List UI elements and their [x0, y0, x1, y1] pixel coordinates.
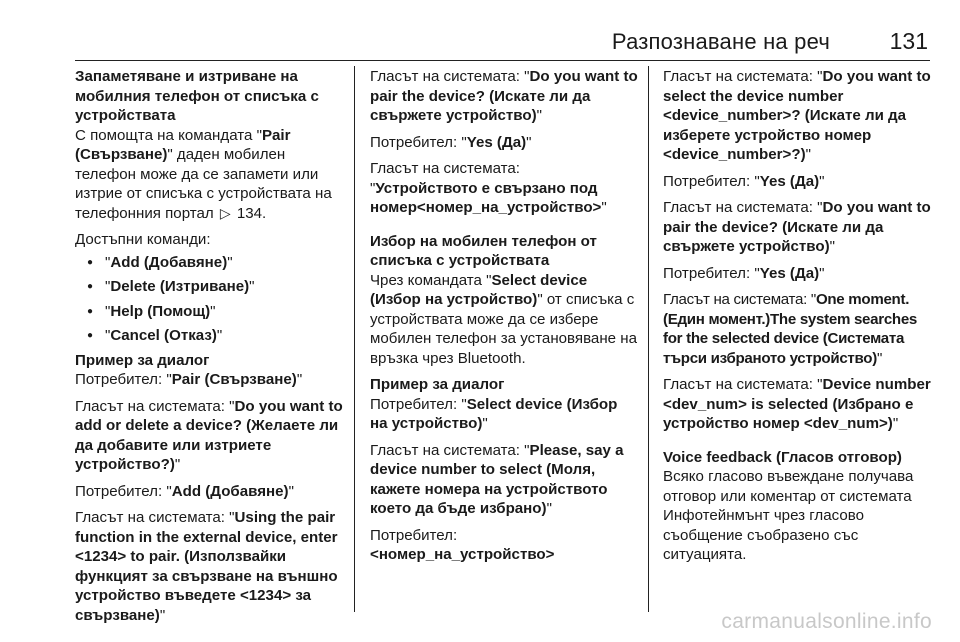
dialog-system-line: Гласът на системата: "Do you want to add or delete a device? (Желаете ли да добавите или изтриете устройство?)" [75, 397, 343, 473]
watermark: carmanualsonline.info [721, 610, 932, 633]
section-title: Разпознаване на реч [611, 29, 830, 54]
example-heading: Пример за диалог [75, 351, 210, 369]
section-heading: Запаметяване и изтриване на мобилния телефон от списъка с устройствата [75, 68, 319, 124]
dialog-user-line: Потребител: "Select device (Избор на устройство)" [370, 395, 618, 432]
dialog-system-line: Гласът на системата: "Device number <dev_num> is selected (Избрано е устройство номер <dev_num>)" [663, 376, 931, 432]
dialog-system-line: Гласът на системата: "Using the pair function in the external device, enter <1234> to pair. (Използвайки функцият за свързване на външно устройство въведете <1234> за свързване)" [75, 509, 338, 624]
page-header [75, 22, 930, 61]
dialog-system-line: Гласът на системата: "Do you want to pair the device? (Искате ли да свържете устройство)" [370, 68, 638, 124]
dialog-user-line: Потребител: "Pair (Свързване)" [75, 371, 303, 388]
dialog-user-line: Потребител: "Yes (Да)" [370, 133, 532, 151]
paragraph: С помощта на командата "Pair (Свързване)" даден мобилен телефон може да се запамети или изтрие от списъка с устройствата на телефонния портал ▷ 134. [75, 126, 332, 222]
section-heading: Избор на мобилен телефон от списъка с устройствата [370, 232, 597, 269]
dialog-user-line: Потребител: "Yes (Да)" [663, 264, 825, 282]
column-2 [370, 67, 638, 572]
column-divider [648, 66, 649, 612]
column-3 [663, 67, 931, 572]
list-item: ● "Delete (Изтриване)" [75, 277, 343, 297]
command-list [75, 253, 343, 346]
dialog-system-line: Гласът на системата: "Do you want to select the device number <device_number>? (Искате ли да изберете устройство номер <device_number>?)" [663, 68, 931, 163]
paragraph: Всяко гласово въвеждане получава отговор или коментар от системата Инфотейнмънт чрез гласово съобщение съобразено със ситуацията. [663, 468, 914, 563]
section-heading: Voice feedback (Гласов отговор) [663, 448, 902, 466]
dialog-user-line: Потребител: <номер_на_устройство> [370, 526, 555, 563]
dialog-system-line: Гласът на системата: "One moment. (Един момент.)The system searches for the selected device (Системата търси избраното устройство)" [663, 291, 918, 367]
command-text: Pair (Свързване) [75, 126, 291, 163]
column-divider [354, 66, 355, 612]
dialog-user-line: Потребител: "Yes (Да)" [663, 172, 825, 190]
commands-label: Достъпни команди: [75, 231, 211, 248]
dialog-user-line: Потребител: "Add (Добавяне)" [75, 482, 294, 500]
page-reference-icon: ▷ [219, 204, 231, 221]
command-text: Select device (Избор на устройство) [370, 271, 588, 308]
dialog-system-line: Гласът на системата: "Please, say a device number to select (Моля, кажете номера на устройството което да бъде избрано)" [370, 441, 624, 517]
example-heading: Пример за диалог [370, 376, 505, 393]
list-item: ● "Add (Добавяне)" [75, 253, 343, 273]
dialog-system-line: Гласът на системата: "Устройството е свързано под номер<номер_на_устройство>" [370, 160, 607, 216]
dialog-system-line: Гласът на системата: "Do you want to pair the device? (Искате ли да свържете устройство)" [663, 199, 931, 255]
page-number: 131 [889, 28, 928, 54]
list-item: ● "Help (Помощ)" [75, 302, 343, 322]
paragraph: Чрез командата "Select device (Избор на устройство)" от списъка с устройствата може да се избере мобилен телефон за установяване на връзка чрез Bluetooth. [370, 271, 637, 367]
column-1 [75, 67, 343, 632]
list-item: ● "Cancel (Отказ)" [75, 326, 343, 346]
